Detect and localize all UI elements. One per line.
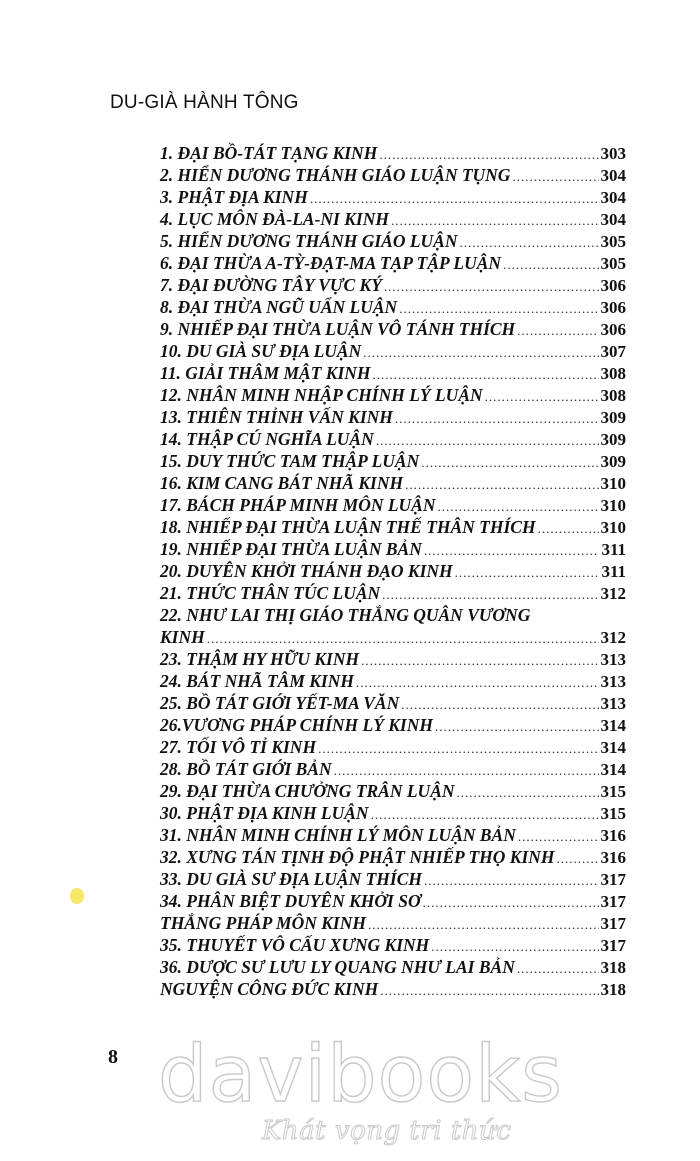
toc-leader-dots: [518, 826, 599, 848]
toc-entry-page: 311: [601, 562, 626, 581]
toc-entry-page: 304: [600, 210, 626, 229]
toc-entry-title: 30. PHẬT ĐỊA KINH LUẬN: [160, 803, 369, 823]
toc-leader-dots: [431, 936, 598, 958]
toc-entry-title: 34. PHÂN BIỆT DUYÊN KHỞI SƠ: [160, 891, 421, 911]
toc-entry: [160, 560, 626, 582]
toc-leader-dots: [423, 892, 599, 914]
toc-entry-title: 19. NHIẾP ĐẠI THỪA LUẬN BẢN: [160, 539, 422, 559]
toc-leader-dots: [557, 848, 599, 870]
toc-entry-title: 15. DUY THỨC TAM THẬP LUẬN: [160, 451, 420, 471]
toc-entry-title: 17. BÁCH PHÁP MINH MÔN LUẬN: [160, 495, 436, 515]
toc-leader-dots: [371, 804, 599, 826]
toc-leader-dots: [379, 144, 598, 166]
toc-entry-title: 16. KIM CANG BÁT NHÃ KINH: [160, 473, 404, 493]
toc-entry-page: 312: [600, 584, 626, 603]
toc-entry-page: 315: [600, 804, 626, 823]
toc-leader-dots: [485, 386, 599, 408]
toc-leader-dots: [517, 958, 599, 980]
toc-leader-dots: [438, 496, 599, 518]
toc-entry-title: 13. THIÊN THỈNH VẤN KINH: [160, 407, 393, 427]
toc-leader-dots: [391, 210, 599, 232]
toc-entry-page: 318: [600, 958, 626, 977]
toc-entry: [160, 604, 626, 626]
toc-entry-page: 304: [600, 166, 626, 185]
toc-entry-title: 33. DU GIÀ SƯ ĐỊA LUẬN THÍCH: [160, 869, 423, 889]
toc-entry: [160, 890, 626, 912]
toc-entry: [160, 846, 626, 868]
toc-entry-title: 26.VƯƠNG PHÁP CHÍNH LÝ KINH: [160, 715, 433, 735]
watermark-logo: davibooks: [158, 1030, 563, 1120]
toc-entry: [160, 186, 626, 208]
toc-leader-dots: [207, 628, 599, 650]
toc-entry-page: 306: [600, 298, 626, 317]
toc-leader-dots: [373, 364, 599, 386]
toc-entry: [160, 868, 626, 890]
toc-entry-page: 305: [600, 232, 626, 251]
toc-leader-dots: [334, 760, 599, 782]
toc-entry-title: 1. ĐẠI BỒ-TÁT TẠNG KINH: [160, 143, 378, 163]
toc-entry-page: 310: [600, 496, 626, 515]
toc-entry-title: 24. BÁT NHÃ TÂM KINH: [160, 671, 354, 691]
toc-entry: [160, 362, 626, 384]
toc-entry-title: 9. NHIẾP ĐẠI THỪA LUẬN VÔ TÁNH THÍCH: [160, 319, 516, 339]
toc-leader-dots: [405, 474, 598, 496]
toc-leader-dots: [356, 672, 599, 694]
toc-entry-page: 314: [600, 716, 626, 735]
toc-entry: [160, 164, 626, 186]
toc-entry-title: 36. DƯỢC SƯ LƯU LY QUANG NHƯ LAI BẢN: [160, 957, 515, 977]
toc-entry: [160, 274, 626, 296]
toc-leader-dots: [457, 782, 599, 804]
toc-entry: [160, 472, 626, 494]
toc-leader-dots: [424, 870, 598, 892]
toc-leader-dots: [368, 914, 599, 936]
paper-speck: [70, 888, 84, 904]
toc-entry: [160, 736, 626, 758]
toc-entry-page: 303: [600, 144, 626, 163]
toc-leader-dots: [363, 342, 598, 364]
toc-entry-page: 317: [600, 936, 626, 955]
toc-leader-dots: [395, 408, 599, 430]
toc-leader-dots: [310, 188, 599, 210]
toc-leader-dots: [376, 430, 599, 452]
toc-entry: [160, 648, 626, 670]
toc-entry-page: 309: [600, 408, 626, 427]
toc-entry-title: 23. THẬM HY HỮU KINH: [160, 649, 360, 669]
toc-leader-dots: [399, 298, 598, 320]
watermark-tagline: Khát vọng tri thức: [262, 1116, 512, 1146]
toc-leader-dots: [435, 716, 599, 738]
toc-entry-page: 317: [600, 914, 626, 933]
toc-leader-dots: [503, 254, 598, 276]
toc-entry-page: 310: [600, 474, 626, 493]
toc-leader-dots: [459, 232, 598, 254]
toc-entry-title: THẮNG PHÁP MÔN KINH: [160, 913, 366, 933]
toc-entry-page: 318: [600, 980, 626, 999]
toc-leader-dots: [401, 694, 598, 716]
toc-entry: [160, 384, 626, 406]
toc-entry-title: 10. DU GIÀ SƯ ĐỊA LUẬN: [160, 341, 362, 361]
toc-entry-title: 3. PHẬT ĐỊA KINH: [160, 187, 308, 207]
toc-entry-title: 28. BỒ TÁT GIỚI BẢN: [160, 759, 332, 779]
toc-leader-dots: [318, 738, 598, 760]
toc-entry-page: 306: [600, 320, 626, 339]
toc-entry: [160, 780, 626, 802]
toc-entry-page: 313: [600, 650, 626, 669]
toc-entry-page: 311: [601, 540, 626, 559]
toc-entry-title: 6. ĐẠI THỪA A-TỲ-ĐẠT-MA TẠP TẬP LUẬN: [160, 253, 502, 273]
toc-leader-dots: [361, 650, 598, 672]
toc-leader-dots: [512, 166, 598, 188]
toc-entry: [160, 252, 626, 274]
toc-leader-dots: [382, 584, 598, 606]
toc-entry: [160, 296, 626, 318]
toc-entry-page: 316: [600, 848, 626, 867]
toc-entry-title: 25. BỒ TÁT GIỚI YẾT-MA VĂN: [160, 693, 400, 713]
toc-entry-title: 14. THẬP CÚ NGHĨA LUẬN: [160, 429, 374, 449]
toc-leader-dots: [424, 540, 600, 562]
toc-entry: [160, 978, 626, 1000]
toc-entry: [160, 538, 626, 560]
toc-entry: [160, 406, 626, 428]
toc-entry-page: 309: [600, 452, 626, 471]
toc-entry-page: 304: [600, 188, 626, 207]
toc-entry-title: 20. DUYÊN KHỞI THÁNH ĐẠO KINH: [160, 561, 453, 581]
toc-leader-dots: [455, 562, 600, 584]
toc-entry: [160, 340, 626, 362]
toc-entry: [160, 934, 626, 956]
toc-entry: [160, 824, 626, 846]
running-header: DU-GIÀ HÀNH TÔNG: [110, 92, 299, 113]
toc-entry-title: 12. NHÂN MINH NHẬP CHÍNH LÝ LUẬN: [160, 385, 483, 405]
toc-entry-title: 27. TỐI VÔ TỈ KINH: [160, 737, 317, 757]
page-number: 8: [108, 1046, 118, 1068]
toc-entry-title: 5. HIỂN DƯƠNG THÁNH GIÁO LUẬN: [160, 231, 458, 251]
toc-leader-dots: [538, 518, 599, 540]
toc-entry-page: 314: [600, 760, 626, 779]
toc-entry-title: 8. ĐẠI THỪA NGŨ UẨN LUẬN: [160, 297, 398, 317]
toc-entry-page: 305: [600, 254, 626, 273]
toc-leader-dots: [517, 320, 598, 342]
toc-entry-page: 312: [600, 628, 626, 647]
toc-entry: [160, 582, 626, 604]
toc-entry-title: 7. ĐẠI ĐƯỜNG TÂY VỰC KÝ: [160, 275, 382, 295]
toc-entry: [160, 142, 626, 164]
toc-entry: [160, 912, 626, 934]
toc-entry-page: 317: [600, 892, 626, 911]
toc-entry: [160, 230, 626, 252]
toc-entry: [160, 802, 626, 824]
toc-entry: [160, 318, 626, 340]
toc-leader-dots: [380, 980, 598, 1002]
toc-entry-title: 2. HIỂN DƯƠNG THÁNH GIÁO LUẬN TỤNG: [160, 165, 511, 185]
toc-leader-dots: [384, 276, 599, 298]
toc-entry-page: 308: [600, 386, 626, 405]
toc-entry: [160, 428, 626, 450]
toc-entry-page: 315: [600, 782, 626, 801]
toc-entry-title: 18. NHIẾP ĐẠI THỪA LUẬN THẾ THÂN THÍCH: [160, 517, 536, 537]
toc-entry-page: 310: [600, 518, 626, 537]
toc-entry: [160, 208, 626, 230]
toc-entry-title: 35. THUYẾT VÔ CẤU XƯNG KINH: [160, 935, 430, 955]
toc-entry-title: 11. GIẢI THÂM MẬT KINH: [160, 363, 371, 383]
toc-entry-title: 32. XƯNG TÁN TỊNH ĐỘ PHẬT NHIẾP THỌ KINH: [160, 847, 555, 867]
toc-entry-title: 21. THỨC THÂN TÚC LUẬN: [160, 583, 381, 603]
toc-entry: [160, 670, 626, 692]
toc-entry-page: 314: [600, 738, 626, 757]
toc-entry: [160, 956, 626, 978]
toc-entry: [160, 714, 626, 736]
toc-entry: [160, 494, 626, 516]
toc-entry-page: 313: [600, 672, 626, 691]
toc-entry-page: 306: [600, 276, 626, 295]
toc-entry: [160, 626, 626, 648]
toc-entry-page: 317: [600, 870, 626, 889]
toc-entry-page: 313: [600, 694, 626, 713]
toc-entry-page: 316: [600, 826, 626, 845]
toc-entry-page: 308: [600, 364, 626, 383]
toc-leader-dots: [421, 452, 598, 474]
toc-entry-title: 22. NHƯ LAI THỊ GIÁO THẮNG QUÂN VƯƠNG: [160, 605, 531, 625]
toc-entry-title: NGUYỆN CÔNG ĐỨC KINH: [160, 979, 379, 999]
toc-entry-page: 309: [600, 430, 626, 449]
toc-entry-page: 307: [600, 342, 626, 361]
toc-entry: [160, 450, 626, 472]
toc-entry-title: 4. LỤC MÔN ĐÀ-LA-NI KINH: [160, 209, 389, 229]
toc-entry: [160, 692, 626, 714]
toc-entry: [160, 758, 626, 780]
toc-entry-title: 31. NHÂN MINH CHÍNH LÝ MÔN LUẬN BẢN: [160, 825, 516, 845]
table-of-contents: [160, 142, 626, 1000]
toc-entry-title: KINH: [160, 627, 205, 647]
toc-entry: [160, 516, 626, 538]
toc-entry-title: 29. ĐẠI THỪA CHƯỞNG TRÂN LUẬN: [160, 781, 455, 801]
